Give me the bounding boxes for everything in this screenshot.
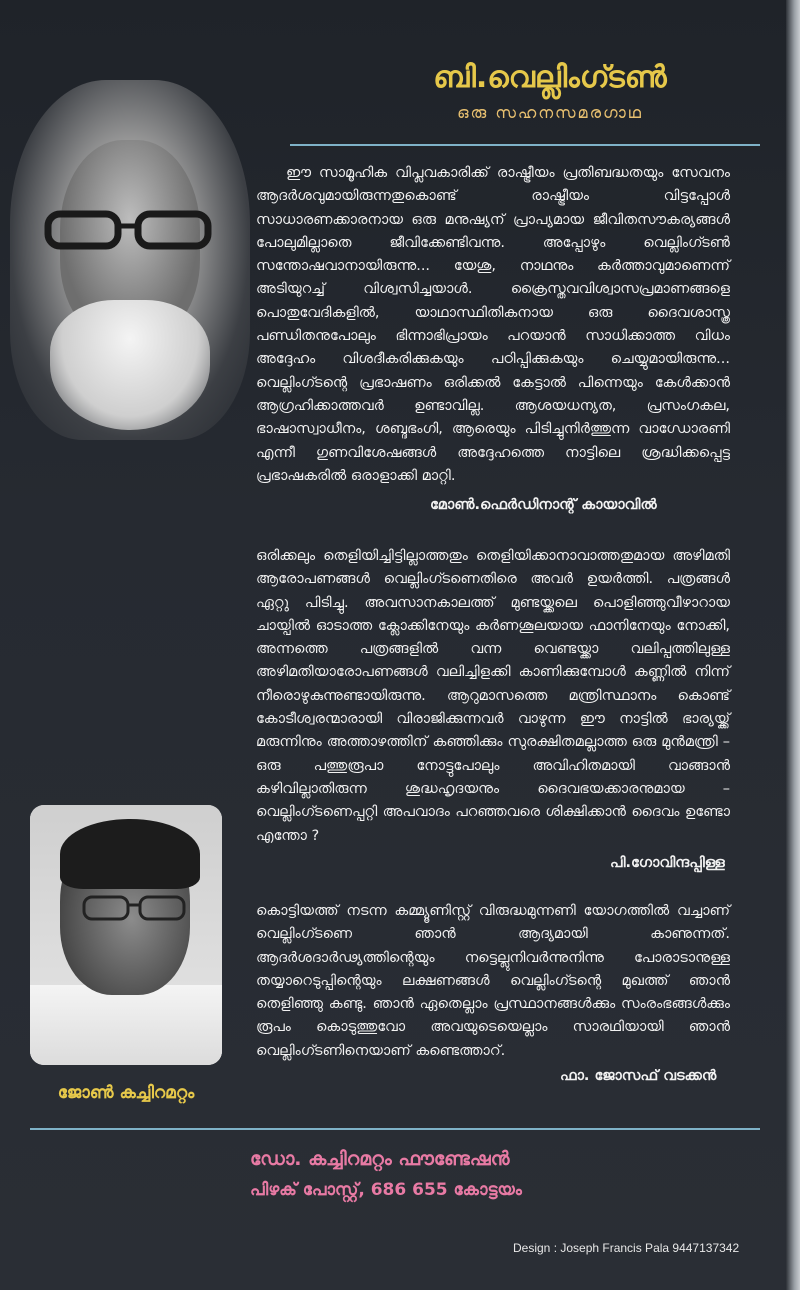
author-shirt	[30, 985, 222, 1065]
publisher-block	[250, 1148, 650, 1200]
quote-author-2: പി.ഗോവിന്ദപ്പിള്ള	[610, 855, 725, 871]
design-credit: Design : Joseph Francis Pala 9447137342	[513, 1241, 740, 1255]
author-glasses-graphic	[80, 893, 190, 923]
book-subtitle: ഒരു സഹനസമരഗാഥ	[457, 103, 643, 122]
quote-paragraph-2: ഒരിക്കലും തെളിയിച്ചിട്ടില്ലാത്തതും തെളിയിക്കാനാവാത്തതുമായ അഴിമതി ആരോപണങ്ങൾ വെല്ലിംഗ്ടണെതിരെ അവർ ഉയർത്തി. പത്രങ്ങൾ ഏറ്റു പിടിച്ചു. അവസാനകാലത്ത് മുണ്ടയ്ക്കലെ പൊളിഞ്ഞുവീഴാറായ ചായ്പിൽ ഓടാത്ത ക്ലോക്കിനേയും കർണശൂലയായ ഫാനിനേയും നോക്കി, അന്നത്തെ പത്രങ്ങളിൽ വന്ന വെണ്ടയ്ക്കാ വലിപ്പത്തിലുള്ള അഴിമതിയാരോപണങ്ങൾ വലിച്ചിളക്കി കാണിക്കുമ്പോൾ കണ്ണിൽ നിന്ന് നീരൊഴുകുന്നുണ്ടായിരുന്നു. ആറുമാസത്തെ മന്ത്രിസ്ഥാനം കൊണ്ട് കോടീശ്വരന്മാരായി വിരാജിക്കുന്നവർ വാഴുന്ന ഈ നാട്ടിൽ ഭാര്യയ്ക്ക് മരുന്നിനും അത്താഴത്തിന് കഞ്ഞിക്കും സുരക്ഷിതമല്ലാത്ത ഒരു മുൻമന്ത്രി – ഒരു പത്തുരൂപാ നോട്ടുപോലും അവിഹിതമായി വാങ്ങാൻ കഴിവില്ലാതിരുന്ന ശുദ്ധഹൃദയനും ദൈവഭയക്കാരനുമായ – വെല്ലിംഗ്ടണെപ്പറ്റി അപവാദം പറഞ്ഞവരെ ശിക്ഷിക്കാൻ ദൈവം ഉണ്ടോ എന്തോ ?	[256, 548, 730, 844]
title-block	[390, 60, 710, 123]
publisher-name: ഡോ. കച്ചിറമറ്റം ഫൗണ്ടേഷൻ	[250, 1148, 510, 1170]
author-hair	[60, 819, 200, 889]
publisher-address: പിഴക് പോസ്റ്റ്, 686 655 കോട്ടയം	[250, 1180, 522, 1200]
author-photo-caption: ജോൺ കച്ചിറമറ്റം	[57, 1083, 195, 1103]
quote-author-3: ഫാ. ജോസഫ് വടക്കൻ	[560, 1068, 717, 1084]
portrait-photo-wellington	[10, 80, 250, 440]
cover-edge	[786, 0, 800, 1290]
glasses-graphic	[38, 210, 218, 250]
quote-paragraph-3: കൊട്ടിയത്ത് നടന്ന കമ്മ്യൂണിസ്റ്റ് വിരുദ്ധമുന്നണി യോഗത്തിൽ വച്ചാണ് വെല്ലിംഗ്ടണെ ഞാൻ ആദ്യമായി കാണുന്നത്. ആദർശദാർഢ്യത്തിന്റെയും നട്ടെല്ലുനിവർന്നുനിന്നു പോരാടാനുള്ള തയ്യാറെടുപ്പിന്റെയും ലക്ഷണങ്ങൾ വെല്ലിംഗ്ടന്റെ മുഖത്ത് ഞാൻ തെളിഞ്ഞു കണ്ടു. ഞാൻ ഏതെല്ലാം പ്രസ്ഥാനങ്ങൾക്കും സംരംഭങ്ങൾക്കും രൂപം കൊടുത്തുവോ അവയുടെയെല്ലാം സാരഥിയായി ഞാൻ വെല്ലിംഗ്ടണിനെയാണ് കണ്ടെത്താറ്.	[256, 903, 730, 1059]
portrait-beard	[50, 300, 210, 430]
book-title: ബി.വെല്ലിംഗ്ടൺ	[433, 60, 667, 95]
author-photo	[30, 805, 222, 1065]
quote-paragraph-1: ഈ സാമൂഹിക വിപ്ലവകാരിക്ക് രാഷ്ട്രീയം പ്രതിബദ്ധതയും സേവനം ആദർശവുമായിരുന്നതുകൊണ്ട് രാഷ്ട്രീയം വിട്ടപ്പോൾ സാധാരണക്കാരനായ ഒരു മനുഷ്യന് പ്രാപ്യമായ ജീവിതസൗകര്യങ്ങൾ പോലുമില്ലാതെ ജീവിക്കേണ്ടിവന്നു. അപ്പോഴും വെല്ലിംഗ്ടൺ സന്തോഷവാനായിരുന്നു... യേശു, നാഥനും കർത്താവുമാണെന്ന് അടിയുറച്ച് വിശ്വസിച്ചയാൾ. ക്രൈസ്തവവിശ്വാസപ്രമാണങ്ങളെ പൊതുവേദികളിൽ, യാഥാസ്ഥിതികനായ ഒരു ദൈവശാസ്ത്ര പണ്ഡിതനുപോലും ഭിന്നാഭിപ്രായം പറയാൻ സാധിക്കാത്ത വിധം അദ്ദേഹം വിശദീകരിക്കുകയും പഠിപ്പിക്കുകയും ചെയ്യുമായിരുന്നു... വെല്ലിംഗ്ടന്റെ പ്രഭാഷണം ഒരിക്കൽ കേട്ടാൽ പിന്നെയും കേൾക്കാൻ ആഗ്രഹിക്കാത്തവർ ഉണ്ടാവില്ല. ആശയധന്യത, പ്രസംഗകല, ഭാഷാസ്വാധീനം, ശബ്ദഭംഗി, ആരെയും പിടിച്ചുനിർത്തുന്ന വാഗ്ധോരണി എന്നീ ഗുണവിശേഷങ്ങൾ അദ്ദേഹത്തെ നാട്ടിലെ ശ്രദ്ധിക്കപ്പെട്ട പ്രഭാഷകരിൽ ഒരാളാക്കി മാറ്റി.	[256, 165, 730, 484]
divider-bottom	[30, 1128, 760, 1130]
divider-top	[290, 144, 760, 146]
quote-author-1: മോൺ.ഫെർഡിനാന്റ് കായാവിൽ	[430, 497, 657, 513]
